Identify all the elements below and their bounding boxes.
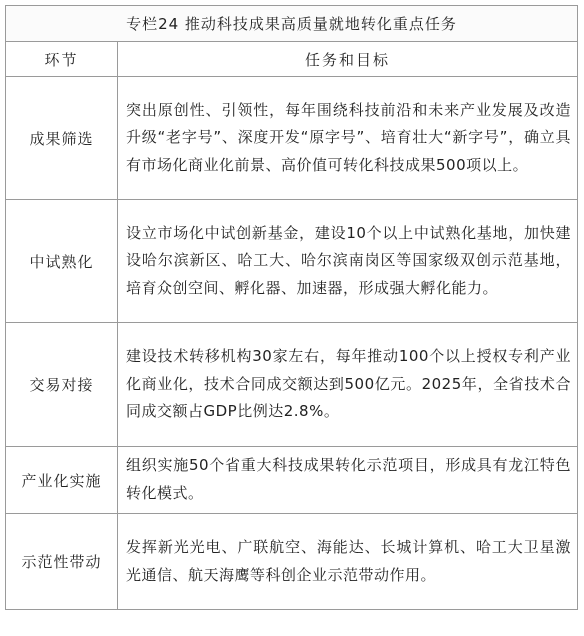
table-row — [6, 323, 578, 447]
row-stage-demonstration: 示范性带动 — [6, 514, 118, 610]
row-stage-trading: 交易对接 — [6, 323, 118, 447]
task-table — [5, 5, 578, 610]
row-task-demonstration: 发挥新光光电、广联航空、海能达、长城计算机、哈工大卫星激光通信、航天海鹰等科创企业示范带动作用。 — [118, 514, 578, 610]
table-title: 专栏24 推动科技成果高质量就地转化重点任务 — [6, 6, 578, 42]
row-task-industrialization: 组织实施50个省重大科技成果转化示范项目，形成具有龙江特色转化模式。 — [118, 447, 578, 514]
row-task-pilot: 设立市场化中试创新基金，建设10个以上中试熟化基地，加快建设哈尔滨新区、哈工大、哈尔滨南岗区等国家级双创示范基地，培育众创空间、孵化器、加速器，形成强大孵化能力。 — [118, 200, 578, 323]
row-stage-screening: 成果筛选 — [6, 77, 118, 200]
row-task-screening: 突出原创性、引领性，每年围绕科技前沿和未来产业发展及改造升级“老字号”、深度开发“原字号”、培育壮大“新字号”，确立具有市场化商业化前景、高价值可转化科技成果500项以上。 — [118, 77, 578, 200]
table-row — [6, 200, 578, 323]
table-header-row — [6, 42, 578, 77]
table-row — [6, 514, 578, 610]
task-table-panel — [5, 5, 578, 610]
header-stage: 环节 — [6, 42, 118, 77]
table-row — [6, 77, 578, 200]
row-task-trading: 建设技术转移机构30家左右，每年推动100个以上授权专利产业化商业化，技术合同成交额达到500亿元。2025年，全省技术合同成交额占GDP比例达2.8%。 — [118, 323, 578, 447]
table-row — [6, 447, 578, 514]
row-stage-pilot: 中试熟化 — [6, 200, 118, 323]
row-stage-industrialization: 产业化实施 — [6, 447, 118, 514]
header-task: 任务和目标 — [118, 42, 578, 77]
table-caption-row — [6, 6, 578, 42]
